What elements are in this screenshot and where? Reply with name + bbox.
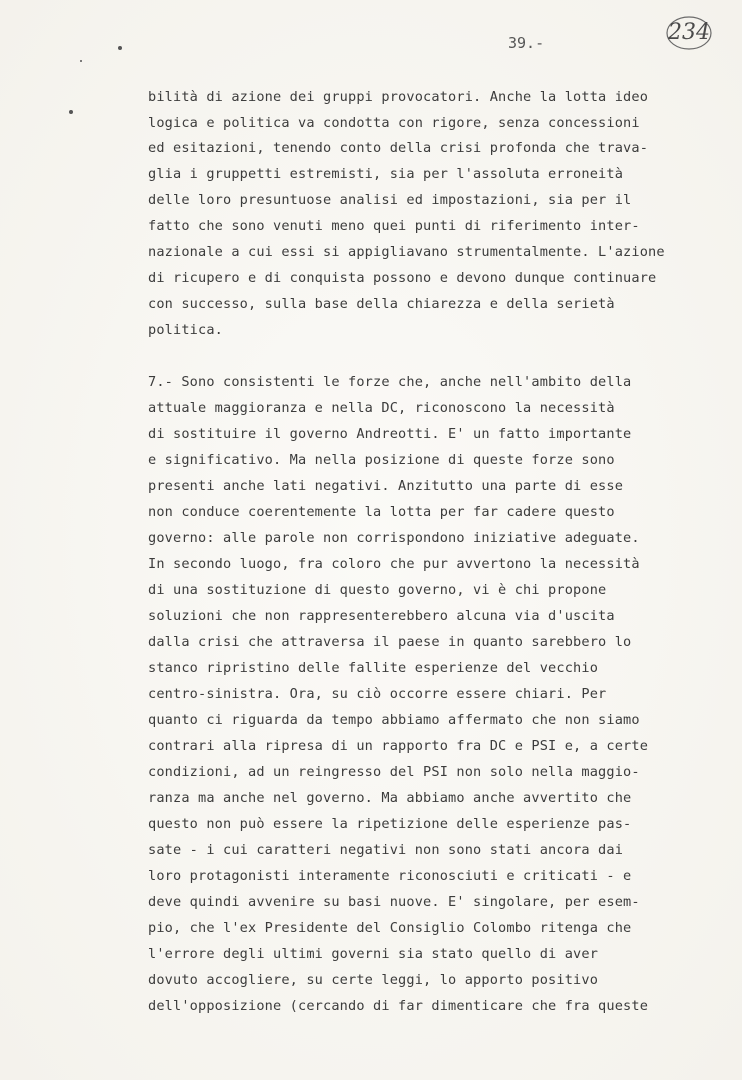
text-line: con successo, sulla base della chiarezza e della serietà (148, 296, 615, 312)
text-line: loro protagonisti interamente riconosciuti e criticati - e (148, 868, 632, 884)
archive-number-text: 234 (668, 20, 710, 45)
margin-dot (69, 110, 73, 114)
margin-dot (80, 60, 82, 62)
text-line: dalla crisi che attraversa il paese in quanto sarebbero lo (148, 634, 632, 650)
text-line: sate - i cui caratteri negativi non sono stati ancora dai (148, 842, 624, 858)
margin-dot (118, 46, 122, 50)
text-line: deve quindi avvenire su basi nuove. E' singolare, per esem- (148, 894, 640, 910)
text-line: fatto che sono venuti meno quei punti di riferimento inter- (148, 218, 640, 234)
text-line: In secondo luogo, fra coloro che pur avvertono la necessità (148, 556, 640, 572)
text-line: pio, che l'ex Presidente del Consiglio Colombo ritenga che (148, 920, 632, 936)
text-line: di sostituire il governo Andreotti. E' un fatto importante (148, 426, 632, 442)
text-line: soluzioni che non rappresenterebbero alcuna via d'uscita (148, 608, 615, 624)
text-line: centro-sinistra. Ora, su ciò occorre essere chiari. Per (148, 686, 607, 702)
text-line: governo: alle parole non corrispondono iniziative adeguate. (148, 530, 640, 546)
text-line: contrari alla ripresa di un rapporto fra DC e PSI e, a certe (148, 738, 649, 754)
text-line: glia i gruppetti estremisti, sia per l'assoluta erroneità (148, 166, 624, 182)
text-line: delle loro presuntuose analisi ed impostazioni, sia per il (148, 192, 632, 208)
text-line: nazionale a cui essi si appigliavano strumentalmente. L'azione (148, 244, 665, 260)
text-line: non conduce coerentemente la lotta per far cadere questo (148, 504, 615, 520)
text-line: ranza ma anche nel governo. Ma abbiamo anche avvertito che (148, 790, 632, 806)
archive-number-stamp (664, 14, 714, 52)
page-number: 39.- (508, 34, 545, 52)
text-line: di una sostituzione di questo governo, vi è chi propone (148, 582, 607, 598)
text-line: quanto ci riguarda da tempo abbiamo affermato che non siamo (148, 712, 640, 728)
text-line: ed esitazioni, tenendo conto della crisi profonda che trava- (148, 140, 649, 156)
text-line: 7.- Sono consistenti le forze che, anche nell'ambito della (148, 374, 632, 390)
text-line: stanco ripristino delle fallite esperienze del vecchio (148, 660, 599, 676)
text-line: presenti anche lati negativi. Anzitutto una parte di esse (148, 478, 624, 494)
text-line: questo non può essere la ripetizione delle esperienze pas- (148, 816, 632, 832)
text-line: dell'opposizione (cercando di far dimenticare che fra queste (148, 998, 649, 1014)
text-line: di ricupero e di conquista possono e devono dunque continuare (148, 270, 657, 286)
text-line: bilità di azione dei gruppi provocatori. Anche la lotta ideo (148, 89, 649, 105)
text-line: attuale maggioranza e nella DC, riconoscono la necessità (148, 400, 615, 416)
text-line: condizioni, ad un reingresso del PSI non solo nella maggio- (148, 764, 640, 780)
text-line: dovuto accogliere, su certe leggi, lo apporto positivo (148, 972, 599, 988)
text-line: logica e politica va condotta con rigore, senza concessioni (148, 115, 640, 131)
text-line: politica. (148, 322, 224, 338)
text-line: l'errore degli ultimi governi sia stato quello di aver (148, 946, 599, 962)
text-line: e significativo. Ma nella posizione di queste forze sono (148, 452, 615, 468)
